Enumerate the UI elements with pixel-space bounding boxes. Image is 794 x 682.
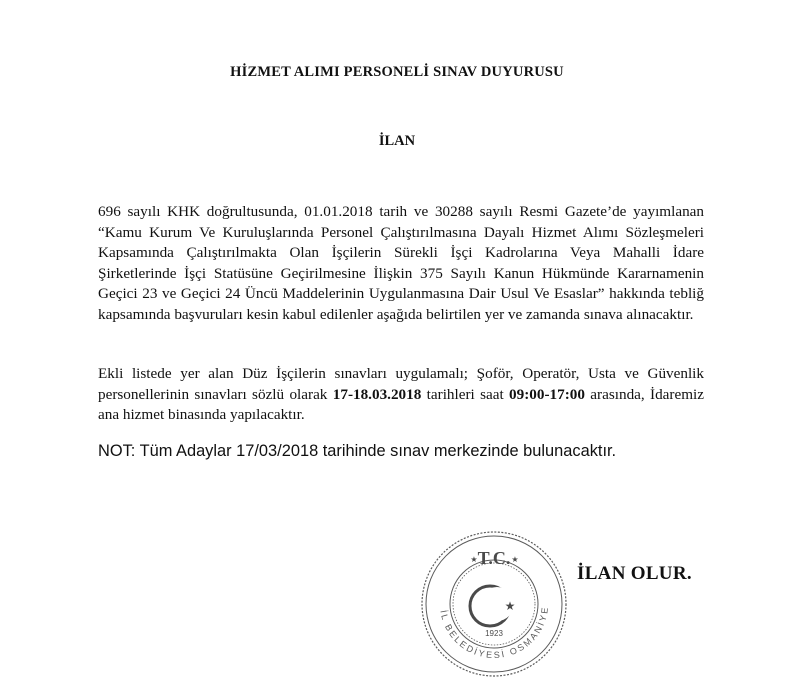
svg-text:★: ★ bbox=[470, 555, 478, 564]
seal-ring-text: İL BELEDİYESİ OSMANİYE bbox=[438, 605, 551, 661]
seal-year: 1923 bbox=[485, 629, 503, 638]
document-title: HİZMET ALIMI PERSONELİ SINAV DUYURUSU bbox=[230, 64, 564, 80]
svg-text:★: ★ bbox=[511, 555, 519, 564]
seal-top-text: T.C. bbox=[477, 548, 511, 568]
official-seal-icon bbox=[418, 524, 570, 682]
exam-dates: 17-18.03.2018 bbox=[332, 385, 422, 403]
exam-details-text-3: arasında, İdaremiz ana hizmet binasında yapılacaktır. bbox=[98, 385, 704, 424]
svg-text:★: ★ bbox=[504, 599, 516, 613]
note-line: NOT: Tüm Adaylar 17/03/2018 tarihinde sınav merkezinde bulunacaktır. bbox=[98, 442, 617, 460]
exam-hours: 09:00-17:00 bbox=[509, 385, 585, 403]
approval-signoff: İLAN OLUR. bbox=[577, 563, 692, 584]
paragraph-legal-basis: 696 sayılı KHK doğrultusunda, 01.01.2018 tarih ve 30288 sayılı Resmi Gazete’de yayımlanan “Kamu Kurum Ve Kuruluşlarında Personel Çalıştırılmasına Dayalı Hizmet Alımı Sözleşmeleri Kapsamında Çalıştırılmakta Olan İşçilerin Sürekli İşçi Kadrolarına Veya Mahalli İdare Şirketlerinde İşçi Statüsüne Geçirilmesine İlişkin 375 Sayılı Kanun Hükmünde Kararnamenin Geçici 23 ve Geçici 24 Üncü Maddelerinin Uygulanmasına Dair Usul Ve Esaslar” hakkında tebliğ kapsamında başvuruları kesin kabul edilenler aşağıda belirtilen yer ve zamanda sınava alınacaktır. bbox=[98, 203, 704, 323]
paragraph-exam-details bbox=[98, 364, 704, 426]
announcement-heading: İLAN bbox=[378, 133, 416, 149]
exam-details-text-1: Ekli listede yer alan Düz İşçilerin sınavları uygulamalı; Şoför, Operatör, Usta ve Güvenlik personellerinin sınavları sözlü olarak bbox=[98, 365, 704, 403]
exam-details-text-2: tarihleri saat bbox=[421, 385, 510, 403]
